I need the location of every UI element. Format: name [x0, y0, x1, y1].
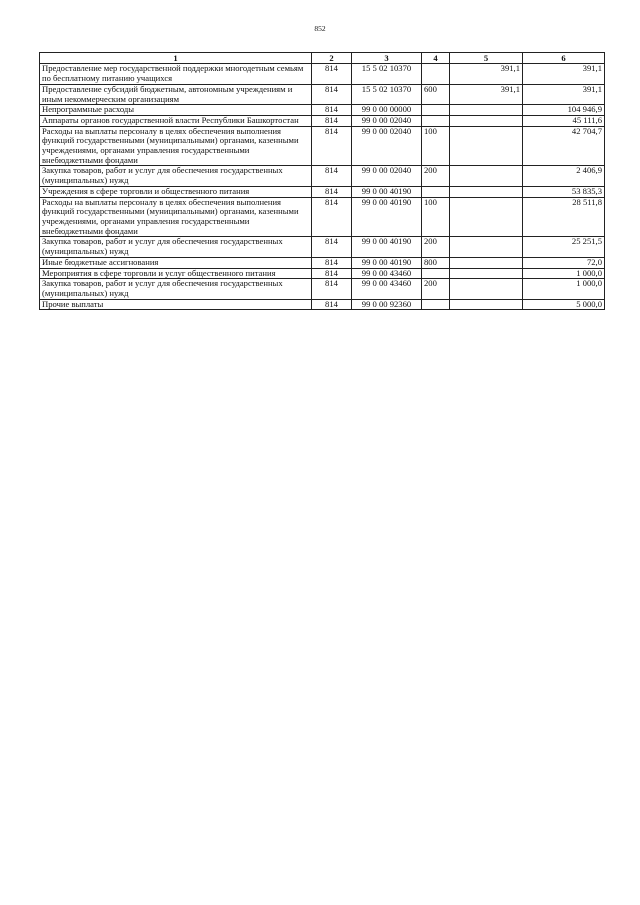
item-name-cell: Учреждения в сфере торговли и общественного питания — [40, 186, 312, 197]
amount-column6-cell: 1 000,0 — [523, 268, 605, 279]
expense-type-cell: 600 — [422, 84, 450, 104]
expense-type-cell — [422, 268, 450, 279]
item-name-cell: Аппараты органов государственной власти Республики Башкортостан — [40, 115, 312, 126]
column-header-5: 5 — [450, 53, 523, 64]
department-code-cell: 814 — [312, 268, 352, 279]
expense-type-cell: 100 — [422, 197, 450, 237]
column-header-6: 6 — [523, 53, 605, 64]
column-header-4: 4 — [422, 53, 450, 64]
target-article-cell: 99 0 00 02040 — [352, 166, 422, 186]
amount-column5-cell — [450, 279, 523, 299]
amount-column6-cell: 1 000,0 — [523, 279, 605, 299]
item-name-cell: Расходы на выплаты персоналу в целях обеспечения выполнения функций государственными (муниципальными) органами, казенными учреждениями, органами управления государственными внебюджетными фондами — [40, 126, 312, 166]
budget-table — [39, 52, 605, 310]
target-article-cell: 99 0 00 02040 — [352, 115, 422, 126]
expense-type-cell — [422, 186, 450, 197]
amount-column5-cell: 391,1 — [450, 84, 523, 104]
target-article-cell: 99 0 00 43460 — [352, 279, 422, 299]
expense-type-cell — [422, 299, 450, 310]
department-code-cell: 814 — [312, 64, 352, 84]
amount-column6-cell: 2 406,9 — [523, 166, 605, 186]
item-name-cell: Иные бюджетные ассигнования — [40, 257, 312, 268]
target-article-cell: 15 5 02 10370 — [352, 84, 422, 104]
column-header-2: 2 — [312, 53, 352, 64]
amount-column6-cell: 42 704,7 — [523, 126, 605, 166]
amount-column5-cell — [450, 126, 523, 166]
target-article-cell: 99 0 00 40190 — [352, 237, 422, 257]
department-code-cell: 814 — [312, 257, 352, 268]
expense-type-cell: 200 — [422, 237, 450, 257]
table-row — [40, 237, 605, 257]
expense-type-cell — [422, 115, 450, 126]
table-body — [40, 64, 605, 310]
department-code-cell: 814 — [312, 105, 352, 116]
amount-column5-cell — [450, 166, 523, 186]
department-code-cell: 814 — [312, 279, 352, 299]
item-name-cell: Закупка товаров, работ и услуг для обеспечения государственных (муниципальных) нужд — [40, 279, 312, 299]
column-header-3: 3 — [352, 53, 422, 64]
amount-column6-cell: 391,1 — [523, 64, 605, 84]
amount-column6-cell: 5 000,0 — [523, 299, 605, 310]
table-row — [40, 115, 605, 126]
target-article-cell: 99 0 00 00000 — [352, 105, 422, 116]
amount-column6-cell: 45 111,6 — [523, 115, 605, 126]
amount-column5-cell — [450, 257, 523, 268]
target-article-cell: 15 5 02 10370 — [352, 64, 422, 84]
table-row — [40, 299, 605, 310]
item-name-cell: Расходы на выплаты персоналу в целях обеспечения выполнения функций государственными (муниципальными) органами, казенными учреждениями, органами управления государственными внебюджетными фондами — [40, 197, 312, 237]
item-name-cell: Мероприятия в сфере торговли и услуг общественного питания — [40, 268, 312, 279]
target-article-cell: 99 0 00 40190 — [352, 197, 422, 237]
amount-column6-cell: 25 251,5 — [523, 237, 605, 257]
table-row — [40, 197, 605, 237]
table-row — [40, 279, 605, 299]
table-row — [40, 64, 605, 84]
amount-column5-cell — [450, 105, 523, 116]
table-row — [40, 126, 605, 166]
expense-type-cell: 200 — [422, 166, 450, 186]
expense-type-cell: 200 — [422, 279, 450, 299]
amount-column6-cell: 53 835,3 — [523, 186, 605, 197]
table-row — [40, 268, 605, 279]
table-header-row — [40, 53, 605, 64]
amount-column5-cell — [450, 186, 523, 197]
item-name-cell: Непрограммные расходы — [40, 105, 312, 116]
item-name-cell: Прочие выплаты — [40, 299, 312, 310]
department-code-cell: 814 — [312, 115, 352, 126]
table-row — [40, 84, 605, 104]
amount-column5-cell — [450, 237, 523, 257]
item-name-cell: Закупка товаров, работ и услуг для обеспечения государственных (муниципальных) нужд — [40, 166, 312, 186]
department-code-cell: 814 — [312, 197, 352, 237]
amount-column5-cell — [450, 299, 523, 310]
amount-column5-cell — [450, 115, 523, 126]
table-row — [40, 257, 605, 268]
department-code-cell: 814 — [312, 126, 352, 166]
amount-column6-cell: 104 946,9 — [523, 105, 605, 116]
page-number: 852 — [314, 24, 326, 33]
expense-type-cell — [422, 105, 450, 116]
target-article-cell: 99 0 00 92360 — [352, 299, 422, 310]
expense-type-cell: 100 — [422, 126, 450, 166]
item-name-cell: Закупка товаров, работ и услуг для обеспечения государственных (муниципальных) нужд — [40, 237, 312, 257]
expense-type-cell — [422, 64, 450, 84]
item-name-cell: Предоставление мер государственной поддержки многодетным семьям по бесплатному питанию учащихся — [40, 64, 312, 84]
amount-column5-cell — [450, 197, 523, 237]
target-article-cell: 99 0 00 02040 — [352, 126, 422, 166]
department-code-cell: 814 — [312, 237, 352, 257]
department-code-cell: 814 — [312, 299, 352, 310]
table-row — [40, 186, 605, 197]
department-code-cell: 814 — [312, 84, 352, 104]
amount-column5-cell: 391,1 — [450, 64, 523, 84]
amount-column6-cell: 72,0 — [523, 257, 605, 268]
column-header-1: 1 — [40, 53, 312, 64]
target-article-cell: 99 0 00 43460 — [352, 268, 422, 279]
target-article-cell: 99 0 00 40190 — [352, 186, 422, 197]
amount-column5-cell — [450, 268, 523, 279]
amount-column6-cell: 391,1 — [523, 84, 605, 104]
department-code-cell: 814 — [312, 166, 352, 186]
item-name-cell: Предоставление субсидий бюджетным, автономным учреждениям и иным некоммерческим организациям — [40, 84, 312, 104]
department-code-cell: 814 — [312, 186, 352, 197]
table-row — [40, 105, 605, 116]
expense-type-cell: 800 — [422, 257, 450, 268]
target-article-cell: 99 0 00 40190 — [352, 257, 422, 268]
table-row — [40, 166, 605, 186]
amount-column6-cell: 28 511,8 — [523, 197, 605, 237]
